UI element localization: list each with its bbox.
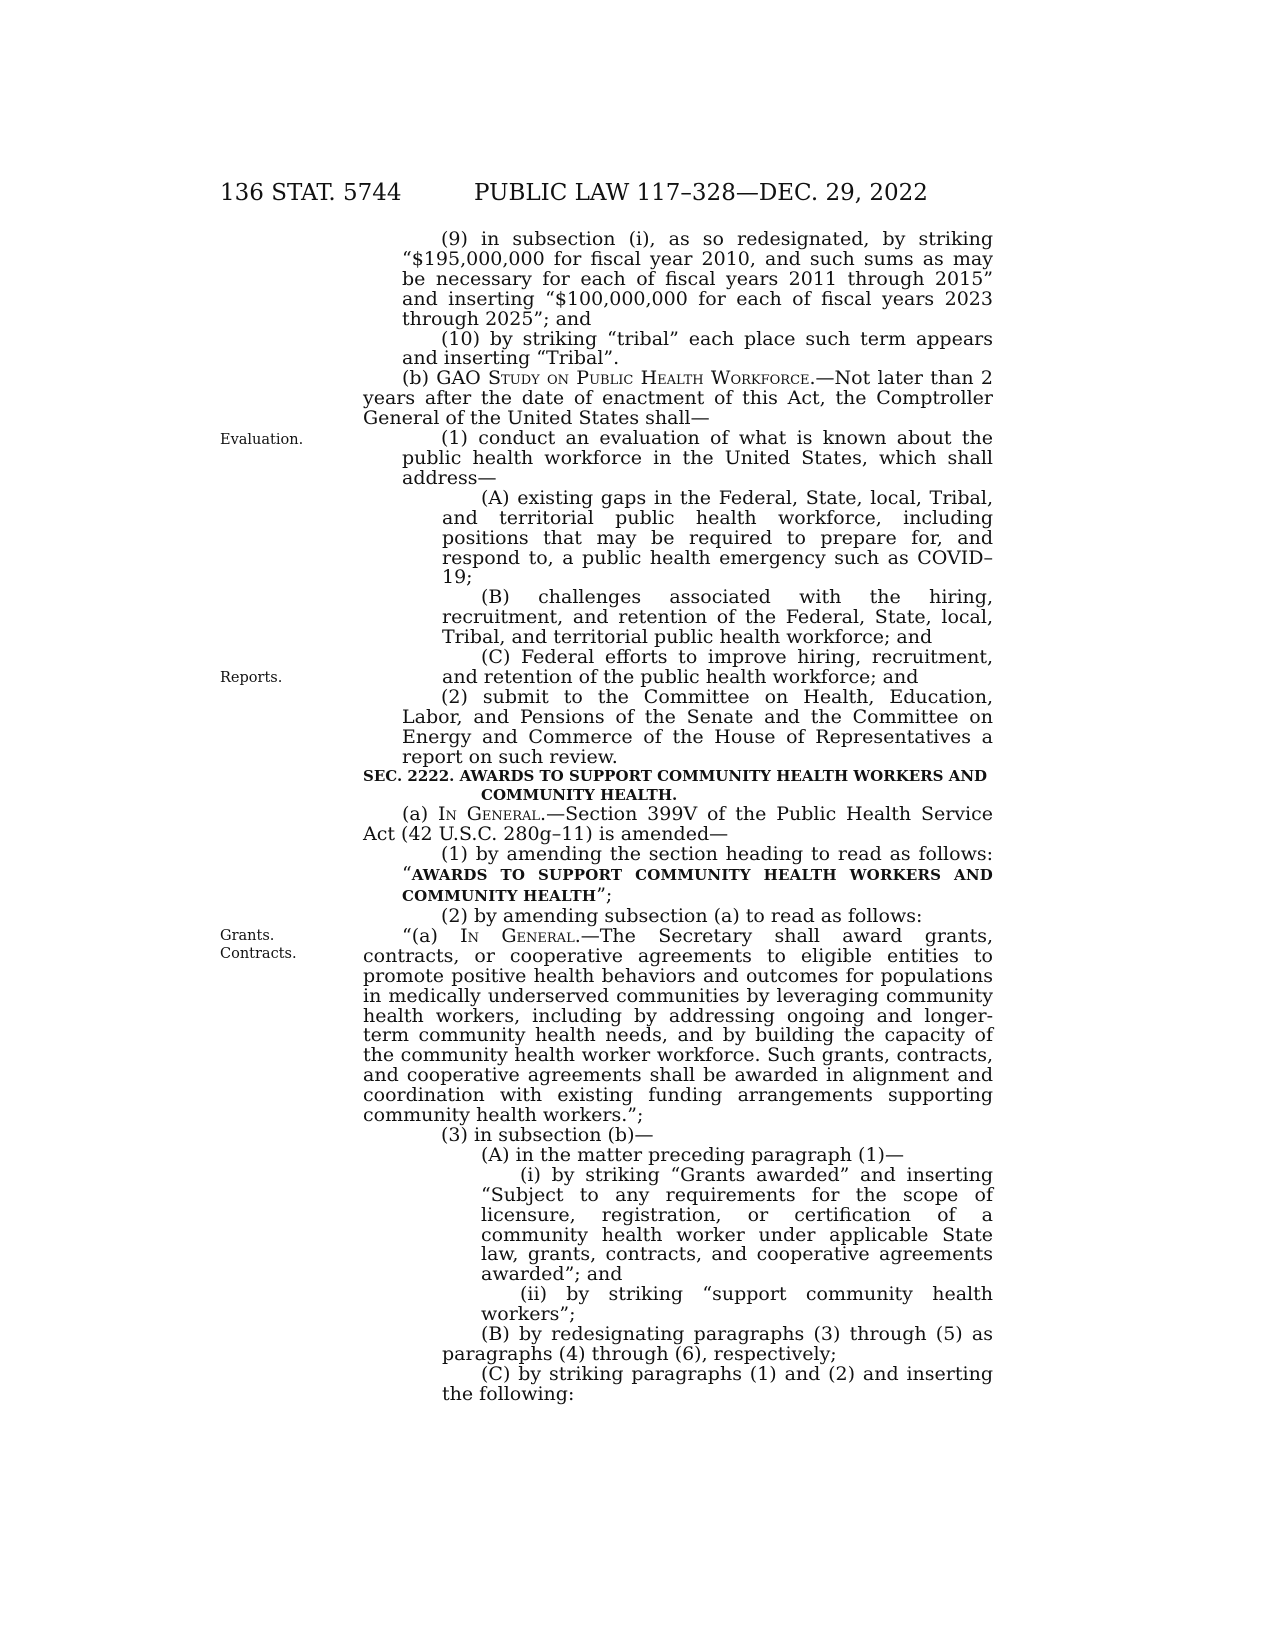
subsection-a-label: (a) bbox=[402, 803, 438, 826]
margin-note-reports: Reports. bbox=[220, 670, 283, 686]
quoted-title: In General bbox=[460, 924, 575, 947]
quoted-subsection-a bbox=[363, 924, 993, 1127]
paragraph-3-A: (A) in the matter preceding paragraph (1)— bbox=[481, 1143, 904, 1166]
section-heading: SEC. 2222. AWARDS TO SUPPORT COMMUNITY HEALTH WORKERS AND COMMUNITY HEALTH. bbox=[363, 767, 988, 805]
subsection-a-paragraph-3: (3) in subsection (b)— bbox=[441, 1123, 654, 1146]
subsection-b-label: (b) bbox=[402, 367, 437, 390]
subsection-b-heading bbox=[363, 369, 993, 429]
paragraph-10: (10) by striking “tribal” each place such term appears and inserting “Tribal”. bbox=[402, 327, 993, 370]
subsection-a-heading bbox=[363, 805, 993, 845]
subsection-a-text: .—Section 399V of the Public Health Service Act (42 U.S.C. 280g–11) is amended— bbox=[363, 803, 993, 846]
paragraph-1-close: ”; bbox=[596, 884, 613, 907]
statute-text bbox=[363, 230, 993, 1405]
paragraph-3-A-ii: (ii) by striking “support community health workers”; bbox=[481, 1283, 993, 1326]
subsection-a-title: In General bbox=[437, 803, 541, 826]
subsection-b-1-B: (B) challenges associated with the hiring, recruitment, and retention of the Federal, State, local, Tribal, and territorial public health workforce; and bbox=[442, 586, 993, 649]
subsection-b-text: .—Not later than 2 years after the date of enactment of this Act, the Comptroller General of the United States shall— bbox=[363, 367, 994, 430]
subsection-b-1-A: (A) existing gaps in the Federal, State, local, Tribal, and territorial public health workforce, including positions that may be required to prepare for, and respond to, a public health emergency such as COVID–19; bbox=[442, 486, 993, 589]
paragraph-9: (9) in subsection (i), as so redesignated, by striking “$195,000,000 for fiscal year 2010, and such sums as may be necessary for each of fiscal years 2011 through 2015” and inserting “$100,000,000 for each of fiscal years 2023 through 2025”; and bbox=[402, 228, 993, 330]
paragraph-3-A-i: (i) by striking “Grants awarded” and inserting “Subject to any requirements for the scope of licensure, registration, or certification of a community health worker under applicable State law, grants, contracts, and cooperative agreements awarded”; and bbox=[481, 1163, 993, 1286]
margin-note-grants: Grants. bbox=[220, 928, 275, 944]
paragraph-1-text: (1) by amending the section heading to read as follows: “ bbox=[402, 843, 993, 886]
subsection-a-paragraph-2: (2) by amending subsection (a) to read as follows: bbox=[441, 905, 923, 927]
subsection-a-paragraph-1 bbox=[363, 845, 993, 907]
margin-note-contracts: Contracts. bbox=[220, 946, 297, 962]
quoted-text: .—The Secretary shall award grants, contracts, or cooperative agreements to eligible entities to promote positive health behaviors and outcomes for populations in medically underserved communities by leveraging community health workers, including by addressing ongoing and longer-term community health needs, and by building the capacity of the community health worker workforce. Such grants, contracts, and cooperative agreements shall be awarded in alignment and coordination with existing funding arrangements supporting community health workers.”; bbox=[363, 924, 993, 1127]
subsection-b-title: GAO Study on Public Health Workforce bbox=[436, 367, 810, 390]
new-section-heading: AWARDS TO SUPPORT COMMUNITY HEALTH WORKERS AND COMMUNITY HEALTH bbox=[402, 866, 993, 906]
subsection-b-paragraph-2: (2) submit to the Committee on Health, Education, Labor, and Pensions of the Senate and the Committee on Energy and Commerce of the House of Representatives a report on such review. bbox=[402, 685, 993, 768]
paragraph-3-C: (C) by striking paragraphs (1) and (2) and inserting the following: bbox=[442, 1362, 993, 1405]
paragraph-3-B: (B) by redesignating paragraphs (3) through (5) as paragraphs (4) through (6), respectively; bbox=[442, 1323, 993, 1365]
margin-note-evaluation: Evaluation. bbox=[220, 432, 304, 448]
subsection-b-1-C: (C) Federal efforts to improve hiring, recruitment, and retention of the public health workforce; and bbox=[442, 646, 993, 688]
running-header: PUBLIC LAW 117–328—DEC. 29, 2022 bbox=[474, 180, 928, 206]
page-number: 136 STAT. 5744 bbox=[220, 180, 402, 206]
subsection-b-paragraph-1: (1) conduct an evaluation of what is known about the public health workforce in the United States, which shall address— bbox=[402, 427, 993, 489]
quoted-label: “(a) bbox=[402, 924, 461, 947]
